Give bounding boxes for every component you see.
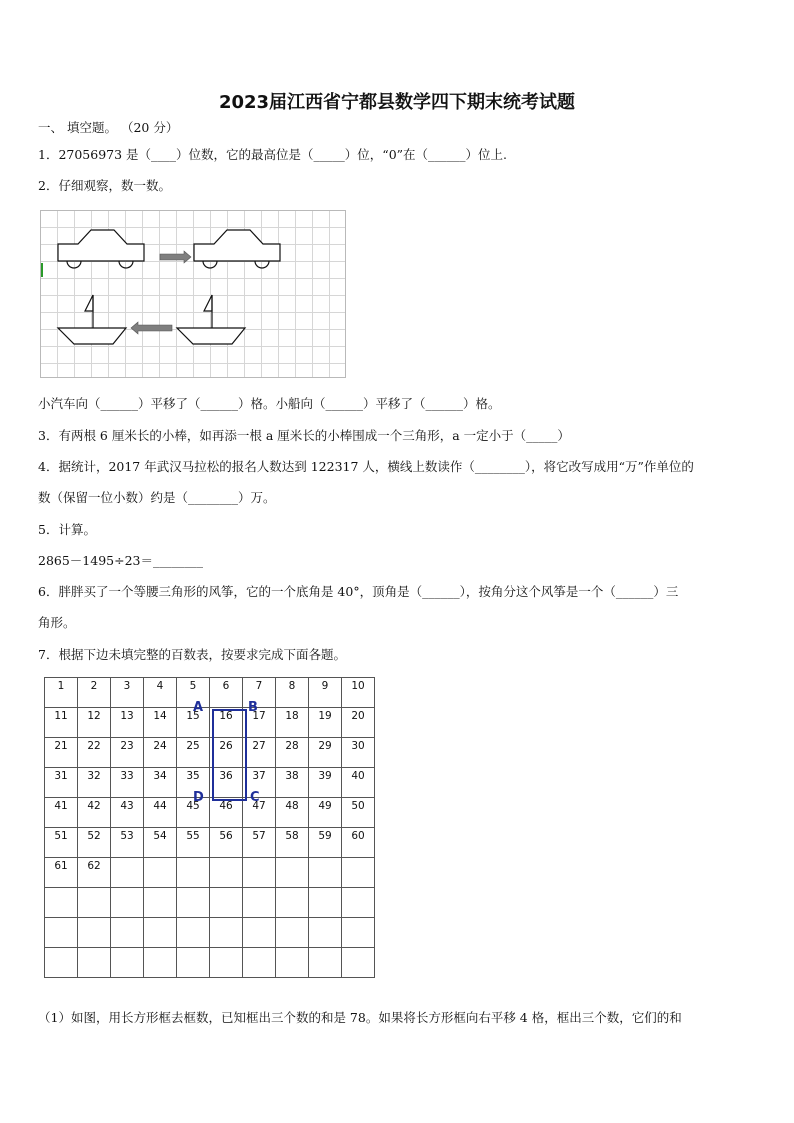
table-cell: 47 [243,798,276,828]
left-arrow-icon [172,321,179,327]
table-cell: 53 [111,828,144,858]
table-cell [276,948,309,978]
table-cell [78,948,111,978]
table-cell [111,948,144,978]
table-cell: 36 [210,768,243,798]
table-cell: 11 [45,708,78,738]
table-row [45,918,375,948]
table-cell: 41 [45,798,78,828]
car-original [58,230,144,268]
table-cell: 58 [276,828,309,858]
table-cell [243,858,276,888]
question-6-line-2: 角形。 [38,615,76,630]
table-row [45,828,375,858]
table-cell [210,858,243,888]
table-cell: 14 [144,708,177,738]
table-cell: 55 [177,828,210,858]
table-cell [210,888,243,918]
question-3: 3．有两根 6 厘米长的小棒，如再添一根 a 厘米长的小棒围成一个三角形，a 一定小于（_____） [38,428,570,443]
table-cell [144,918,177,948]
question-7-sub-1: （1）如图，用长方形框去框数，已知框出三个数的和是 78。如果将长方形框向右平移 4 格，框出三个数，它们的和 [38,1010,682,1025]
table-cell: 49 [309,798,342,828]
table-cell: 32 [78,768,111,798]
table-cell: 16 [210,708,243,738]
translation-drawing [41,211,347,379]
table-cell: 52 [78,828,111,858]
table-cell [111,858,144,888]
table-cell [144,948,177,978]
table-row [45,738,375,768]
table-cell [45,888,78,918]
table-cell: 45 [177,798,210,828]
table-cell: 35 [177,768,210,798]
translation-grid-figure [40,210,346,378]
table-cell: 31 [45,768,78,798]
table-cell: 15 [177,708,210,738]
table-cell [144,858,177,888]
table-cell [342,858,375,888]
table-cell: 38 [276,768,309,798]
frame-label-a: A [193,700,204,715]
rectangle-frame [212,709,247,801]
table-cell: 25 [177,738,210,768]
table-cell: 60 [342,828,375,858]
table-cell: 29 [309,738,342,768]
table-cell: 27 [243,738,276,768]
table-cell [177,888,210,918]
table-cell: 54 [144,828,177,858]
frame-label-b: B [248,700,258,715]
table-cell: 12 [78,708,111,738]
section-heading-fill-blank: 一、 填空题。 （20 分） [38,120,179,135]
table-cell: 22 [78,738,111,768]
table-cell [210,918,243,948]
table-cell: 39 [309,768,342,798]
table-cell: 59 [309,828,342,858]
table-cell: 9 [309,678,342,708]
table-row [45,858,375,888]
table-cell: 46 [210,798,243,828]
right-arrow-icon [160,251,191,263]
boat-original [177,295,245,344]
table-row [45,798,375,828]
table-cell [309,858,342,888]
table-cell [78,888,111,918]
table-cell: 20 [342,708,375,738]
table-row [45,678,375,708]
question-7: 7．根据下边未填完整的百数表，按要求完成下面各题。 [38,647,346,662]
table-cell: 6 [210,678,243,708]
table-cell: 17 [243,708,276,738]
table-cell: 44 [144,798,177,828]
table-cell: 50 [342,798,375,828]
table-cell [243,918,276,948]
table-cell: 57 [243,828,276,858]
question-4-line-1: 4．据统计，2017 年武汉马拉松的报名人数达到 122317 人，横线上数读作（________），将它改写成用“万”作单位的 [38,459,694,474]
table-cell [45,948,78,978]
question-5-expression: 2865－1495÷23＝________ [38,553,204,568]
table-cell: 33 [111,768,144,798]
table-cell: 26 [210,738,243,768]
table-cell [243,888,276,918]
question-4-line-2: 数（保留一位小数）约是（________）万。 [38,490,276,505]
table-cell: 40 [342,768,375,798]
table-row [45,708,375,738]
question-2-answer: 小汽车向（______）平移了（______）格。小船向（______）平移了（______）格。 [38,396,501,411]
table-cell: 42 [78,798,111,828]
table-cell: 19 [309,708,342,738]
table-cell: 56 [210,828,243,858]
table-cell: 48 [276,798,309,828]
table-cell [177,858,210,888]
table-cell: 62 [78,858,111,888]
boat-translated [58,295,126,344]
table-cell: 3 [111,678,144,708]
table-cell: 51 [45,828,78,858]
table-cell: 2 [78,678,111,708]
table-cell [210,948,243,978]
table-cell: 8 [276,678,309,708]
table-cell: 4 [144,678,177,708]
table-cell [243,948,276,978]
table-cell: 34 [144,768,177,798]
frame-label-d: D [193,790,204,805]
table-cell [111,888,144,918]
table-cell [144,888,177,918]
table-row [45,768,375,798]
table-cell [177,918,210,948]
table-cell: 5 [177,678,210,708]
frame-label-c: C [250,790,260,805]
table-cell: 13 [111,708,144,738]
table-cell [45,918,78,948]
table-cell [342,948,375,978]
question-2: 2．仔细观察，数一数。 [38,178,171,193]
table-cell [342,888,375,918]
table-cell [111,918,144,948]
table-cell [276,888,309,918]
table-cell: 1 [45,678,78,708]
table-cell [309,888,342,918]
question-6-line-1: 6．胖胖买了一个等腰三角形的风筝，它的一个底角是 40°，顶角是（______），按角分这个风筝是一个（______）三 [38,584,679,599]
table-cell: 7 [243,678,276,708]
table-cell: 21 [45,738,78,768]
left-arrow-shape [131,322,172,334]
page-title: 2023届江西省宁都县数学四下期末统考试题 [218,92,576,113]
question-1: 1．27056973 是（____）位数，它的最高位是（_____）位，“0”在（______）位上. [38,147,508,162]
table-cell [309,948,342,978]
table-cell: 24 [144,738,177,768]
table-cell: 23 [111,738,144,768]
table-cell [276,918,309,948]
table-cell [177,948,210,978]
question-5: 5．计算。 [38,522,96,537]
table-cell: 28 [276,738,309,768]
table-cell: 43 [111,798,144,828]
car-translated [194,230,280,268]
hundred-number-table [44,677,375,978]
table-cell: 61 [45,858,78,888]
table-cell [276,858,309,888]
table-cell: 10 [342,678,375,708]
table-row [45,948,375,978]
table-cell [78,918,111,948]
table-cell: 18 [276,708,309,738]
table-cell [309,918,342,948]
table-cell: 37 [243,768,276,798]
table-cell [342,918,375,948]
table-row [45,888,375,918]
table-cell: 30 [342,738,375,768]
